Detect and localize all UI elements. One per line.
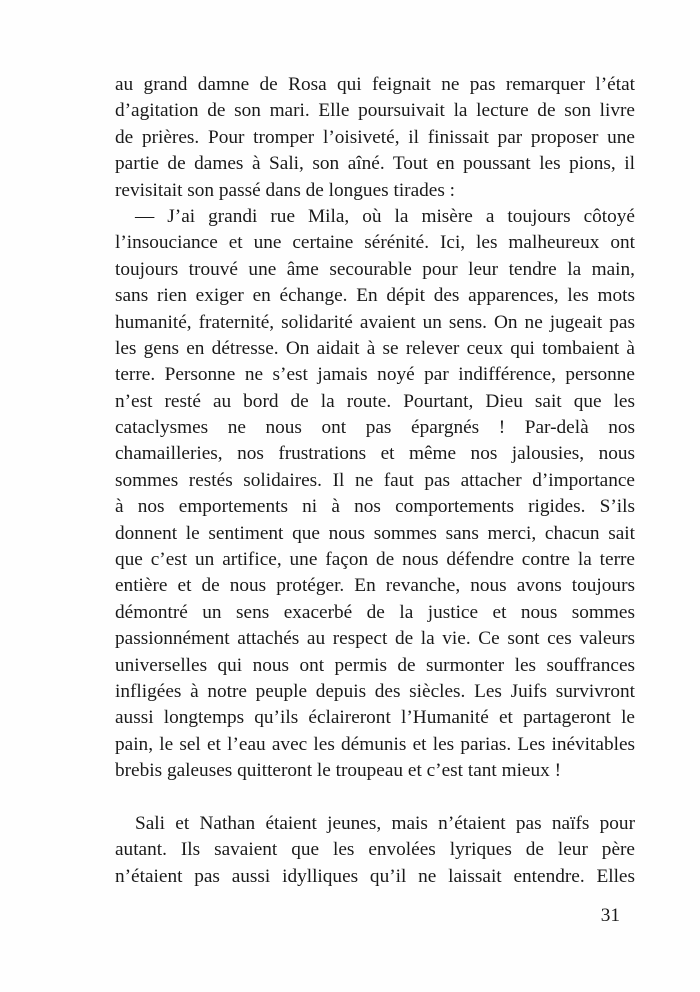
text-line: aussi longtemps qu’ils éclaireront l’Humanité et partageront le xyxy=(115,707,635,729)
text-line: toujours trouvé une âme secourable pour leur tendre la main, xyxy=(115,258,635,280)
text-block xyxy=(115,72,635,890)
paragraph xyxy=(115,811,635,890)
text-line: sans rien exiger en échange. En dépit des apparences, les mots xyxy=(115,285,635,307)
text-line: brebis galeuses quitteront le troupeau et c’est tant mieux ! xyxy=(115,760,562,782)
text-line: n’étaient pas aussi idylliques qu’il ne laissait entendre. Elles xyxy=(115,865,635,887)
text-line: l’insouciance et une certaine sérénité. Ici, les malheureux ont xyxy=(115,232,635,254)
text-line: cataclysmes ne nous ont pas épargnés ! Par-delà nos xyxy=(115,417,635,439)
text-line: les gens en détresse. On aidait à se relever ceux qui tombaient à xyxy=(115,337,635,359)
text-line: pain, le sel et l’eau avec les démunis et les parias. Les inévitables xyxy=(115,733,635,755)
page-number: 31 xyxy=(600,905,620,926)
text-line: revisitait son passé dans de longues tirades : xyxy=(115,179,456,201)
text-line: — J’ai grandi rue Mila, où la misère a toujours côtoyé xyxy=(135,205,635,227)
text-line: universelles qui nous ont permis de surmonter les souffrances xyxy=(115,654,635,676)
text-line: passionnément attachés au respect de la vie. Ce sont ces valeurs xyxy=(115,628,635,650)
paragraph xyxy=(115,72,635,204)
paragraph xyxy=(115,204,635,785)
text-line: d’agitation de son mari. Elle poursuivait la lecture de son livre xyxy=(115,100,635,122)
text-line: de prières. Pour tromper l’oisiveté, il finissait par proposer une xyxy=(115,126,635,148)
text-line: au grand damne de Rosa qui feignait ne pas remarquer l’état xyxy=(115,74,635,95)
text-line: partie de dames à Sali, son aîné. Tout en poussant les pions, il xyxy=(115,153,635,175)
text-line: donnent le sentiment que nous sommes sans merci, chacun sait xyxy=(115,522,635,544)
text-line: que c’est un artifice, une façon de nous défendre contre la terre xyxy=(115,549,635,571)
text-line: chamailleries, nos frustrations et même nos jalousies, nous xyxy=(115,443,635,465)
text-line: à nos emportements ni à nos comportements rigides. S’ils xyxy=(115,496,635,518)
text-line: autant. Ils savaient que les envolées lyriques de leur père xyxy=(115,839,635,861)
text-line: Sali et Nathan étaient jeunes, mais n’étaient pas naïfs pour xyxy=(135,812,635,834)
text-line: humanité, fraternité, solidarité avaient un sens. On ne jugeait pas xyxy=(115,311,635,333)
text-line: terre. Personne ne s’est jamais noyé par indifférence, personne xyxy=(115,364,635,386)
text-line: entière et de nous protéger. En revanche, nous avons toujours xyxy=(115,575,635,597)
text-line: démontré un sens exacerbé de la justice et nous sommes xyxy=(115,601,635,623)
text-line: n’est resté au bord de la route. Pourtant, Dieu sait que les xyxy=(115,390,635,412)
text-line: sommes restés solidaires. Il ne faut pas attacher d’importance xyxy=(115,469,635,491)
text-line: infligées à notre peuple depuis des siècles. Les Juifs survivront xyxy=(115,680,635,702)
